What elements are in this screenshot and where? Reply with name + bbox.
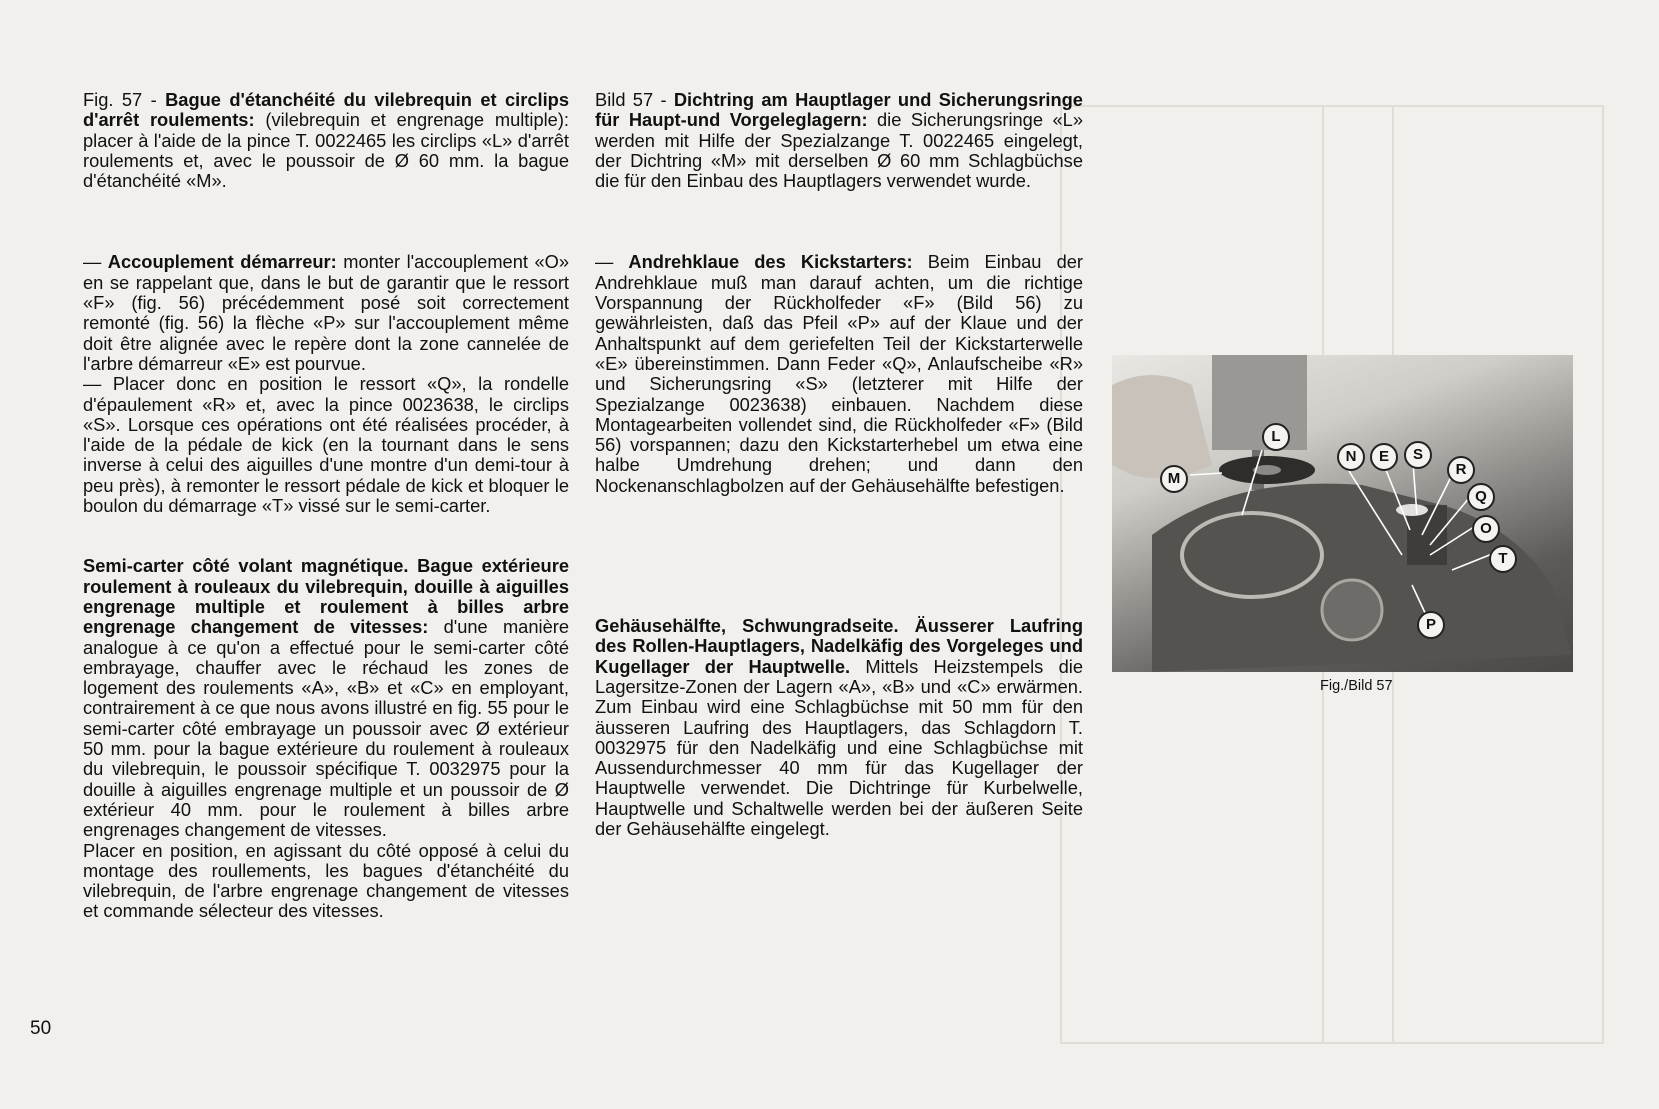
- callout-e: E: [1370, 443, 1398, 471]
- fr-section-coupling-cont: — Placer donc en position le ressort «Q», la rondelle d'épaulement «R» et, avec la pince 0023638, le circlips «S». Lorsque ces opérations ont été réalisées procéder, à l'aide de la pédale de kick (en la tournant dans le sens inverse à celui des aiguilles d'une montre d'un demi-tour à peu près), à remonter le ressort pédale de kick et bloquer le boulon du démarrage «T» vissé sur le semi-carter.: [83, 373, 569, 517]
- dash-lead: —: [595, 251, 629, 273]
- section-heading: Gehäusehälfte, Schwungradseite. Äusserer Laufring des Rollen-Hauptlagers, Nadelkäfig des Vorgeleges und Kugellager der Hauptwelle.: [595, 615, 1083, 677]
- callout-t: T: [1489, 545, 1517, 573]
- section-heading: Andrehklaue des Kickstarters:: [628, 251, 913, 273]
- ball-bearing: [1322, 580, 1382, 640]
- section-body: (vilebrequin et engrenage multiple): placer à l'aide de la pince T. 0022465 les circlips «L» d'arrêt roulements et, avec le poussoir de Ø 60 mm. la bague d'étanchéité «M».: [83, 109, 570, 192]
- section-body: Mittels Heizstempels die Lagersitze-Zonen der Lagern «A», «B» und «C» erwärmen. Zum Einbau wird eine Schlagbüchse mit 50 mm für den äusseren Laufring des Hauptlagers, das Schlagdorn T. 0032975 für den Nadelkäfig und eine Schlagbüchse mit Aussendurchmesser 40 mm für das Kugellager der Hauptwelle verwendet. Die Dichtringe für Kurbelwelle, Hauptwelle und Schaltwelle werden bei der äußeren Seite der Gehäusehälfte eingelegt.: [595, 655, 1083, 840]
- fr-section-coupling: [83, 252, 569, 374]
- page-number: 50: [30, 1018, 52, 1039]
- callout-s: S: [1404, 441, 1432, 469]
- callout-l: L: [1262, 423, 1290, 451]
- section-body: die Sicherungsringe «L» werden mit Hilfe der Spezialzange T. 0022465 eingelegt, der Dichtring «M» mit derselben Ø 60 mm Schlagbüchse die für den Einbau des Hauptlagers verwendet wurde.: [595, 109, 1083, 192]
- fr-section-crankcase-cont: Placer en position, en agissant du côté opposé à celui du montage des roullements, les bagues d'étanchéité du vilebrequin, de l'arbre engrenage changement de vitesses et commande sélecteur des vitesses.: [83, 839, 569, 922]
- right-column-german: [595, 90, 1083, 839]
- fr-section-seal: [83, 90, 569, 191]
- section-body: monter l'accouplement «O» en se rappelant que, dans le but de garantir que le ressort «F» (fig. 56) précédemment posé soit correctement remonté (fig. 56) la flèche «P» sur l'accouplement même doit être alignée avec le repère dont la zone cannelée de l'arbre démarreur «E» est pourvue.: [83, 251, 569, 374]
- callout-m: M: [1160, 465, 1188, 493]
- left-column-french: [83, 90, 569, 922]
- section-body: d'une manière analogue à ce qu'on a effectué pour le semi-carter côté embrayage, chauffer avec le réchaud les zones de logement des roulements «A», «B» et «C» en employant, contrairement à ce que nous avons illustré en fig. 55 pour le semi-carter côté embrayage un poussoir avec Ø extérieur 50 mm. pour la bague extérieure du roulement à rouleaux du vilebrequin, le poussoir spécifique T. 0032975 pour la douille à aiguilles engrenage multiple et un poussoir de Ø extérieur 40 mm. pour le roulement à billes arbre engrenages changement de vitesses.: [83, 616, 569, 841]
- dash-lead: —: [83, 251, 108, 273]
- callout-o: O: [1472, 515, 1500, 543]
- figure-reference: Fig. 57 -: [83, 89, 166, 110]
- callout-n: N: [1337, 443, 1365, 471]
- crankcase-illustration: [1112, 355, 1573, 672]
- figure-reference: Bild 57 -: [595, 89, 674, 110]
- section-body: Beim Einbau der Andrehklaue muß man darauf achten, um die richtige Vorspannung der Rückholfeder «F» (Bild 56) zu gewährleisten, daß das Pfeil «P» auf der Klaue und der Anhaltspunkt auf dem geriefelten Teil der Kickstarterwelle «E» übereinstimmen. Dann Feder «Q», Anlaufscheibe «R» und Sicherungsring «S» (letzterer mit Hilfe der Spezialzange 0023638) einbauen. Nachdem diese Montagearbeiten vollendet sind, die Rückholfeder «F» (Bild 56) vorspannen; dazu den Kickstarterhebel um etwa eine halbe Umdrehung drehen; und dann den Nockenanschlagbolzen auf der Gehäusehälfte befestigen.: [595, 251, 1083, 496]
- fr-section-crankcase: [83, 556, 569, 840]
- de-section-crankcase: [595, 616, 1083, 839]
- figure-57-photo: [1112, 355, 1573, 672]
- figure-caption: Fig./Bild 57: [1320, 678, 1393, 694]
- de-section-kickstarter: [595, 252, 1083, 496]
- de-section-seal: [595, 90, 1083, 191]
- callout-r: R: [1447, 456, 1475, 484]
- callout-q: Q: [1467, 483, 1495, 511]
- drift-tool: [1212, 355, 1307, 450]
- section-heading: Accouplement démarreur:: [107, 251, 337, 273]
- section-heading: Bague d'étanchéité du vilebrequin et circlips d'arrêt roulements:: [83, 89, 569, 131]
- hand-shape: [1112, 375, 1212, 478]
- callout-p: P: [1417, 611, 1445, 639]
- section-heading: Semi-carter côté volant magnétique. Bague extérieure roulement à rouleaux du vilebrequin, douille à aiguilles engrenage multiple et roulement à billes arbre engrenage changement de vitesses:: [83, 555, 569, 638]
- crankcase-body: [1152, 484, 1572, 672]
- section-heading: Dichtring am Hauptlager und Sicherungsringe für Haupt-und Vorgeleglagern:: [595, 89, 1083, 131]
